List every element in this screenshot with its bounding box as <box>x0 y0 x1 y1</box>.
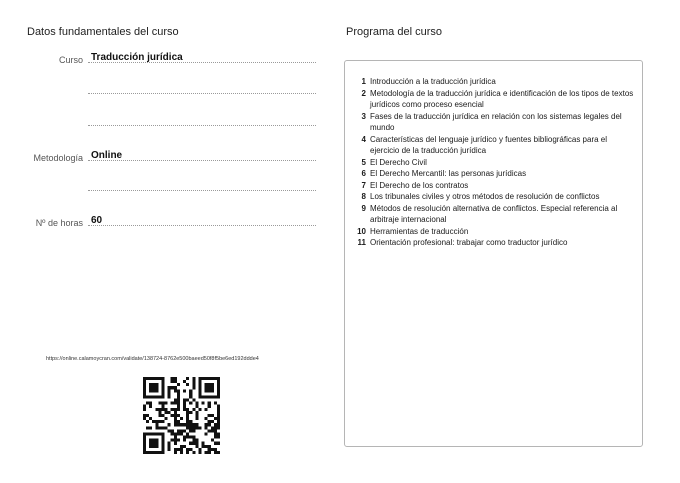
metodologia-label: Metodología <box>33 153 83 163</box>
program-item-text: Métodos de resolución alternativa de conflictos. Especial referencia al arbitraje internacional <box>370 203 618 224</box>
program-item <box>355 237 635 249</box>
program-item-number: 1 <box>361 77 366 86</box>
program-item-text: El Derecho Civil <box>370 157 427 167</box>
program-item-number: 2 <box>361 88 366 98</box>
qr-code-icon <box>143 377 220 454</box>
metodologia-value: Online <box>91 150 123 161</box>
right-section-title: Programa del curso <box>346 26 442 38</box>
program-item-text: Orientación profesional: trabajar como traductor jurídico <box>370 238 568 247</box>
program-item-text: Fases de la traducción jurídica en relación con los sistemas legales del mundo <box>370 111 622 132</box>
program-item-text: El Derecho de los contratos <box>370 180 469 190</box>
program-item-text: Introducción a la traducción jurídica <box>370 77 496 86</box>
program-item-number: 4 <box>361 134 366 144</box>
program-item <box>355 203 635 226</box>
program-item <box>355 111 635 134</box>
metodologia-dotline-2 <box>88 190 316 191</box>
program-item <box>355 226 635 238</box>
program-item <box>355 157 635 169</box>
program-item <box>355 180 635 192</box>
program-item-number: 7 <box>361 180 366 190</box>
program-item <box>355 76 635 88</box>
curso-dotline-2 <box>88 93 316 94</box>
program-item-number: 8 <box>361 192 366 201</box>
program-item-number: 5 <box>361 157 366 167</box>
validation-url[interactable]: https://online.calamoycran.com/validate/138724-8762e500baeed50f8f5be6ed192ddde4 <box>46 356 259 362</box>
curso-dotline <box>88 62 316 63</box>
program-item-text: El Derecho Mercantil: las personas jurídicas <box>370 169 527 178</box>
program-item <box>355 88 635 111</box>
horas-label: Nº de horas <box>35 218 83 228</box>
program-item <box>355 168 635 180</box>
program-item-number: 3 <box>361 111 366 121</box>
program-item-number: 9 <box>361 203 366 213</box>
program-list <box>355 76 635 249</box>
program-item-number: 6 <box>361 169 366 178</box>
curso-dotline-3 <box>88 125 316 126</box>
curso-value: Traducción jurídica <box>91 52 183 63</box>
left-section-title: Datos fundamentales del curso <box>27 26 179 38</box>
program-item-number: 11 <box>357 238 366 247</box>
curso-label: Curso <box>58 55 83 65</box>
program-item-number: 10 <box>357 226 366 236</box>
horas-dotline <box>88 225 316 226</box>
program-item <box>355 191 635 203</box>
program-item-text: Metodología de la traducción jurídica e identificación de los tipos de textos jurídicos como proceso esencial <box>370 88 634 109</box>
metodologia-dotline <box>88 160 316 161</box>
program-box <box>344 60 643 447</box>
program-item-text: Características del lenguaje jurídico y fuentes bibliográficas para el ejercicio de la traducción jurídica <box>370 134 608 155</box>
program-item-text: Los tribunales civiles y otros métodos de resolución de conflictos <box>370 192 600 201</box>
horas-value: 60 <box>91 215 103 226</box>
program-item <box>355 134 635 157</box>
program-item-text: Herramientas de traducción <box>370 226 469 236</box>
